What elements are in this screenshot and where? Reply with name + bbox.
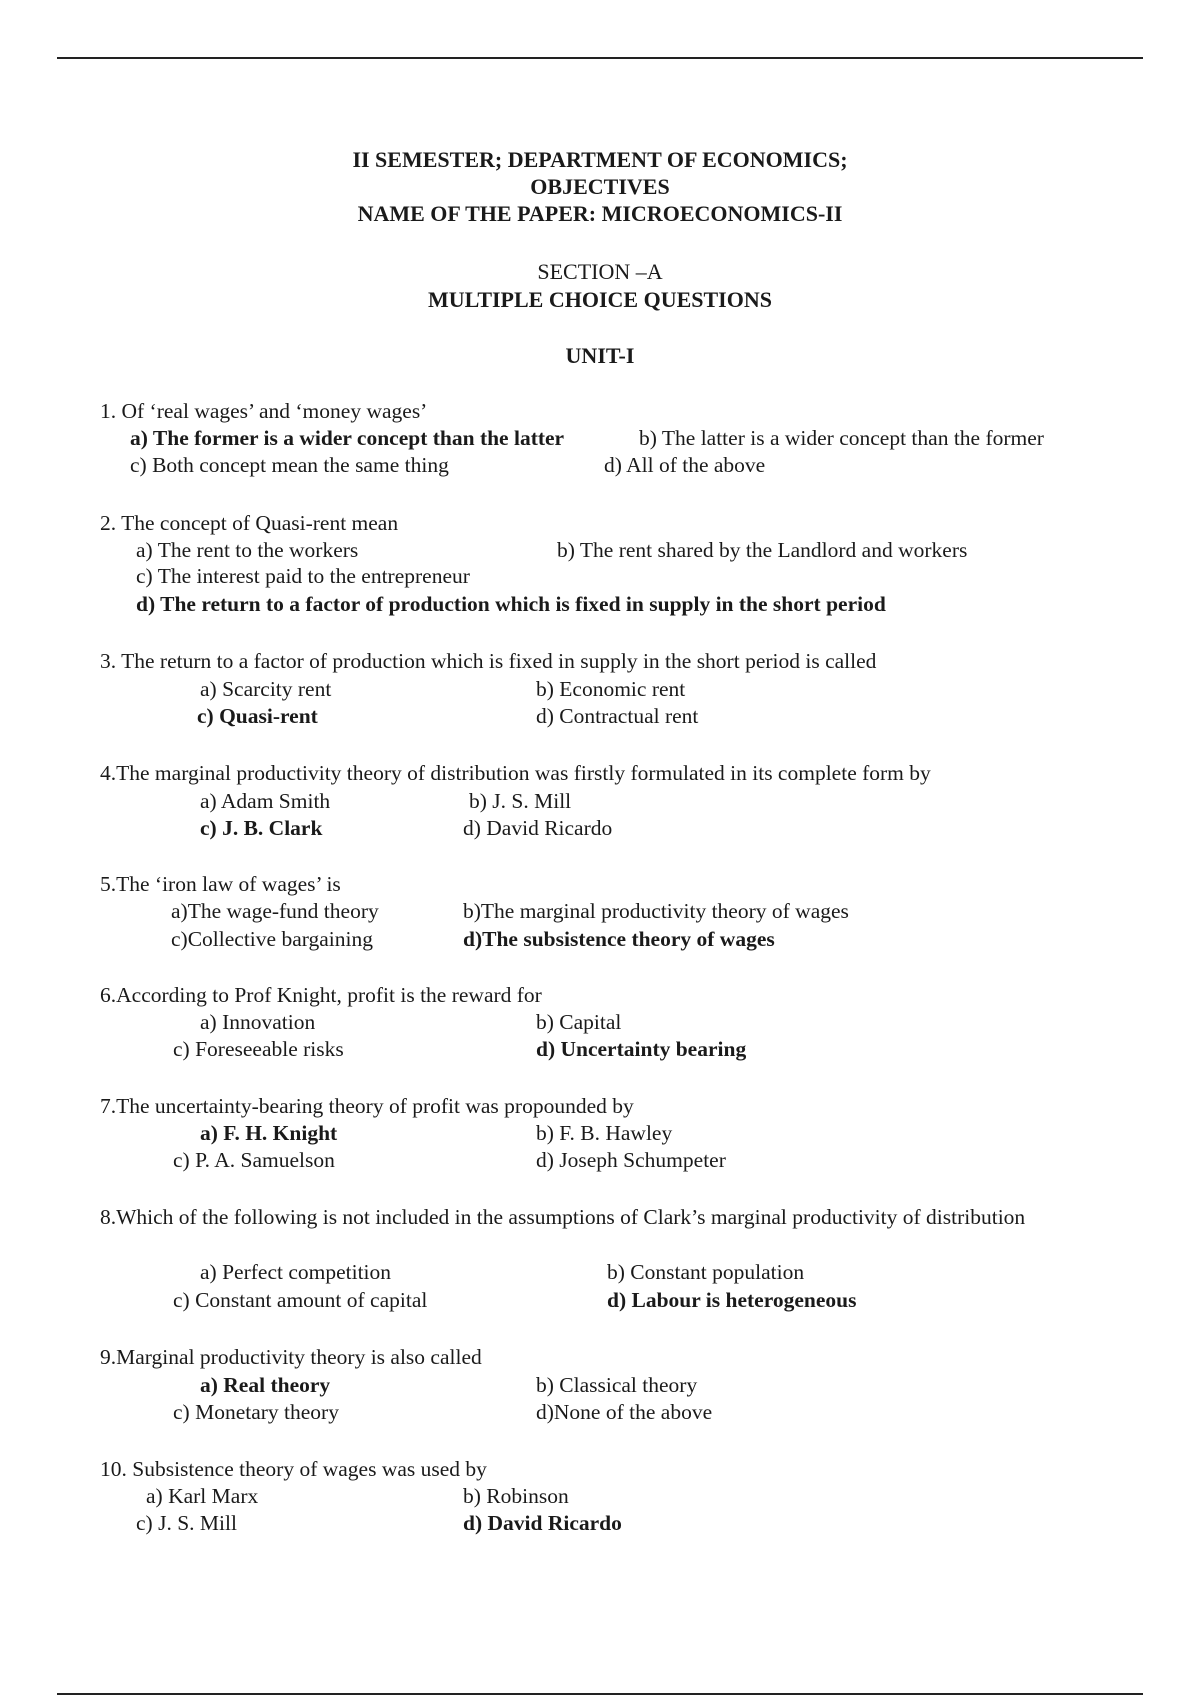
- option-d: d) Contractual rent: [536, 704, 699, 728]
- option-b: b) The rent shared by the Landlord and workers: [557, 538, 968, 562]
- option-a: a) Karl Marx: [146, 1484, 259, 1508]
- option-a: a)The wage-fund theory: [171, 899, 379, 923]
- unit-heading: UNIT-I: [565, 343, 635, 368]
- option-a-correct: a) The former is a wider concept than the latter: [130, 426, 565, 450]
- option-d: d) David Ricardo: [463, 816, 613, 840]
- paper-name-heading: NAME OF THE PAPER: MICROECONOMICS-II: [357, 201, 843, 226]
- question-stem: 7.The uncertainty-bearing theory of profit was propounded by: [100, 1094, 634, 1118]
- question-stem: 2. The concept of Quasi-rent mean: [100, 511, 399, 535]
- option-a: a) Innovation: [200, 1010, 316, 1034]
- option-b: b) The latter is a wider concept than the former: [639, 426, 1044, 450]
- top-rule: [57, 57, 1143, 59]
- option-c: c) Monetary theory: [173, 1400, 339, 1424]
- option-a: a) The rent to the workers: [136, 538, 359, 562]
- option-d-correct: d) Labour is heterogeneous: [607, 1288, 857, 1312]
- option-a-correct: a) Real theory: [200, 1373, 331, 1397]
- option-b: b) Robinson: [463, 1484, 569, 1508]
- option-b: b) Classical theory: [536, 1373, 698, 1397]
- question-stem: 1. Of ‘real wages’ and ‘money wages’: [100, 399, 428, 423]
- objectives-heading: OBJECTIVES: [530, 174, 670, 199]
- option-b: b) F. B. Hawley: [536, 1121, 673, 1145]
- question-stem: 5.The ‘iron law of wages’ is: [100, 872, 341, 896]
- question-stem: 6.According to Prof Knight, profit is the reward for: [100, 983, 542, 1007]
- option-d: d) All of the above: [604, 453, 766, 477]
- option-c: c) P. A. Samuelson: [173, 1148, 335, 1172]
- option-d: d)None of the above: [536, 1400, 713, 1424]
- option-a: a) Adam Smith: [200, 789, 331, 813]
- option-a-correct: a) F. H. Knight: [200, 1121, 338, 1145]
- section-label: SECTION –A: [537, 259, 663, 284]
- question-stem: 8.Which of the following is not included in the assumptions of Clark’s marginal productivity of distribution: [100, 1205, 1026, 1229]
- option-d-correct: d) David Ricardo: [463, 1511, 622, 1535]
- bottom-rule: [57, 1693, 1143, 1695]
- option-a: a) Perfect competition: [200, 1260, 392, 1284]
- option-a: a) Scarcity rent: [200, 677, 332, 701]
- question-stem: 4.The marginal productivity theory of distribution was firstly formulated in its complete form by: [100, 761, 931, 785]
- option-c: c) Foreseeable risks: [173, 1037, 344, 1061]
- option-d-correct: d)The subsistence theory of wages: [463, 927, 775, 951]
- option-c: c) J. S. Mill: [136, 1511, 237, 1535]
- option-c-correct: c) J. B. Clark: [200, 816, 323, 840]
- option-b: b) Economic rent: [536, 677, 686, 701]
- section-title: MULTIPLE CHOICE QUESTIONS: [428, 287, 772, 312]
- option-d-correct: d) Uncertainty bearing: [536, 1037, 747, 1061]
- option-b: b) J. S. Mill: [469, 789, 572, 813]
- question-stem: 9.Marginal productivity theory is also called: [100, 1345, 482, 1369]
- option-b: b)The marginal productivity theory of wages: [463, 899, 849, 923]
- option-c: c) The interest paid to the entrepreneur: [136, 564, 470, 588]
- option-d-correct: d) The return to a factor of production which is fixed in supply in the short period: [136, 592, 886, 616]
- option-c: c) Constant amount of capital: [173, 1288, 428, 1312]
- question-stem: 3. The return to a factor of production which is fixed in supply in the short period is called: [100, 649, 877, 673]
- semester-heading: II SEMESTER; DEPARTMENT OF ECONOMICS;: [352, 147, 848, 172]
- option-b: b) Capital: [536, 1010, 622, 1034]
- option-b: b) Constant population: [607, 1260, 805, 1284]
- question-stem: 10. Subsistence theory of wages was used by: [100, 1457, 487, 1481]
- option-c: c)Collective bargaining: [171, 927, 373, 951]
- option-c: c) Both concept mean the same thing: [130, 453, 449, 477]
- option-c-correct: c) Quasi-rent: [197, 704, 318, 728]
- option-d: d) Joseph Schumpeter: [536, 1148, 726, 1172]
